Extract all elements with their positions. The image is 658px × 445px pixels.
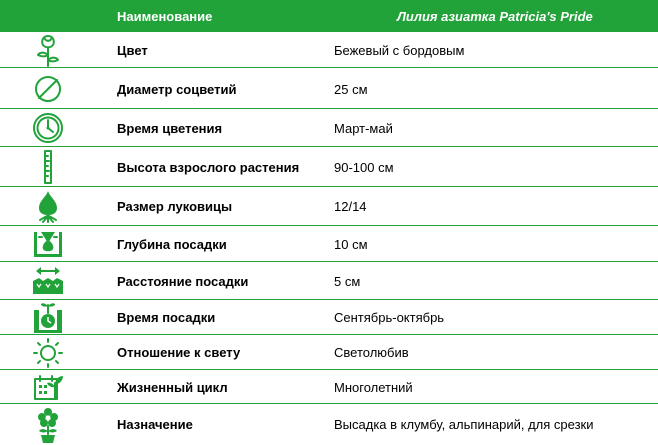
sun-icon bbox=[27, 335, 69, 370]
row-label: Расстояние посадки bbox=[117, 274, 249, 289]
table-row bbox=[0, 68, 658, 109]
row-label: Назначение bbox=[117, 417, 193, 432]
row-value: Сентябрь-октябрь bbox=[334, 310, 445, 325]
row-label: Цвет bbox=[117, 43, 148, 58]
row-label: Отношение к свету bbox=[117, 345, 241, 360]
flower-pot-icon bbox=[27, 404, 69, 445]
row-value: 5 см bbox=[334, 274, 361, 289]
header-value-column: Лилия азиатка Patricia's Pride bbox=[397, 9, 593, 24]
clock-icon bbox=[27, 109, 69, 147]
table-row bbox=[0, 187, 658, 226]
table-row bbox=[0, 109, 658, 147]
row-value: 25 см bbox=[334, 82, 368, 97]
row-value: Бежевый с бордовым bbox=[334, 43, 465, 58]
table-row bbox=[0, 262, 658, 300]
calendar-plant-icon bbox=[27, 370, 69, 404]
row-value: Высадка в клумбу, альпинарий, для срезки bbox=[334, 417, 594, 432]
row-label: Время посадки bbox=[117, 310, 216, 325]
rose-icon bbox=[27, 32, 69, 68]
bulb-icon bbox=[27, 187, 69, 226]
row-label: Размер луковицы bbox=[117, 199, 233, 214]
table-row bbox=[0, 147, 658, 187]
row-label: Глубина посадки bbox=[117, 237, 227, 252]
row-value: Март-май bbox=[334, 121, 393, 136]
diameter-icon bbox=[27, 68, 69, 109]
row-value: 90-100 см bbox=[334, 160, 394, 175]
table-row bbox=[0, 32, 658, 68]
table-row bbox=[0, 300, 658, 335]
row-value: 12/14 bbox=[334, 199, 367, 214]
table-row bbox=[0, 335, 658, 370]
spacing-icon bbox=[27, 262, 69, 300]
row-label: Время цветения bbox=[117, 121, 223, 136]
row-value: 10 см bbox=[334, 237, 368, 252]
row-value: Светолюбив bbox=[334, 345, 409, 360]
row-value: Многолетний bbox=[334, 380, 413, 395]
table-row bbox=[0, 404, 658, 445]
table-row bbox=[0, 226, 658, 262]
planting-depth-icon bbox=[27, 226, 69, 262]
row-label: Диаметр соцветий bbox=[117, 82, 237, 97]
table-row bbox=[0, 370, 658, 404]
table-header bbox=[0, 0, 658, 32]
row-label: Жизненный цикл bbox=[117, 380, 228, 395]
planting-time-icon bbox=[27, 300, 69, 335]
row-label: Высота взрослого растения bbox=[117, 160, 300, 175]
header-name-column: Наименование bbox=[117, 9, 213, 24]
ruler-icon bbox=[27, 147, 69, 187]
